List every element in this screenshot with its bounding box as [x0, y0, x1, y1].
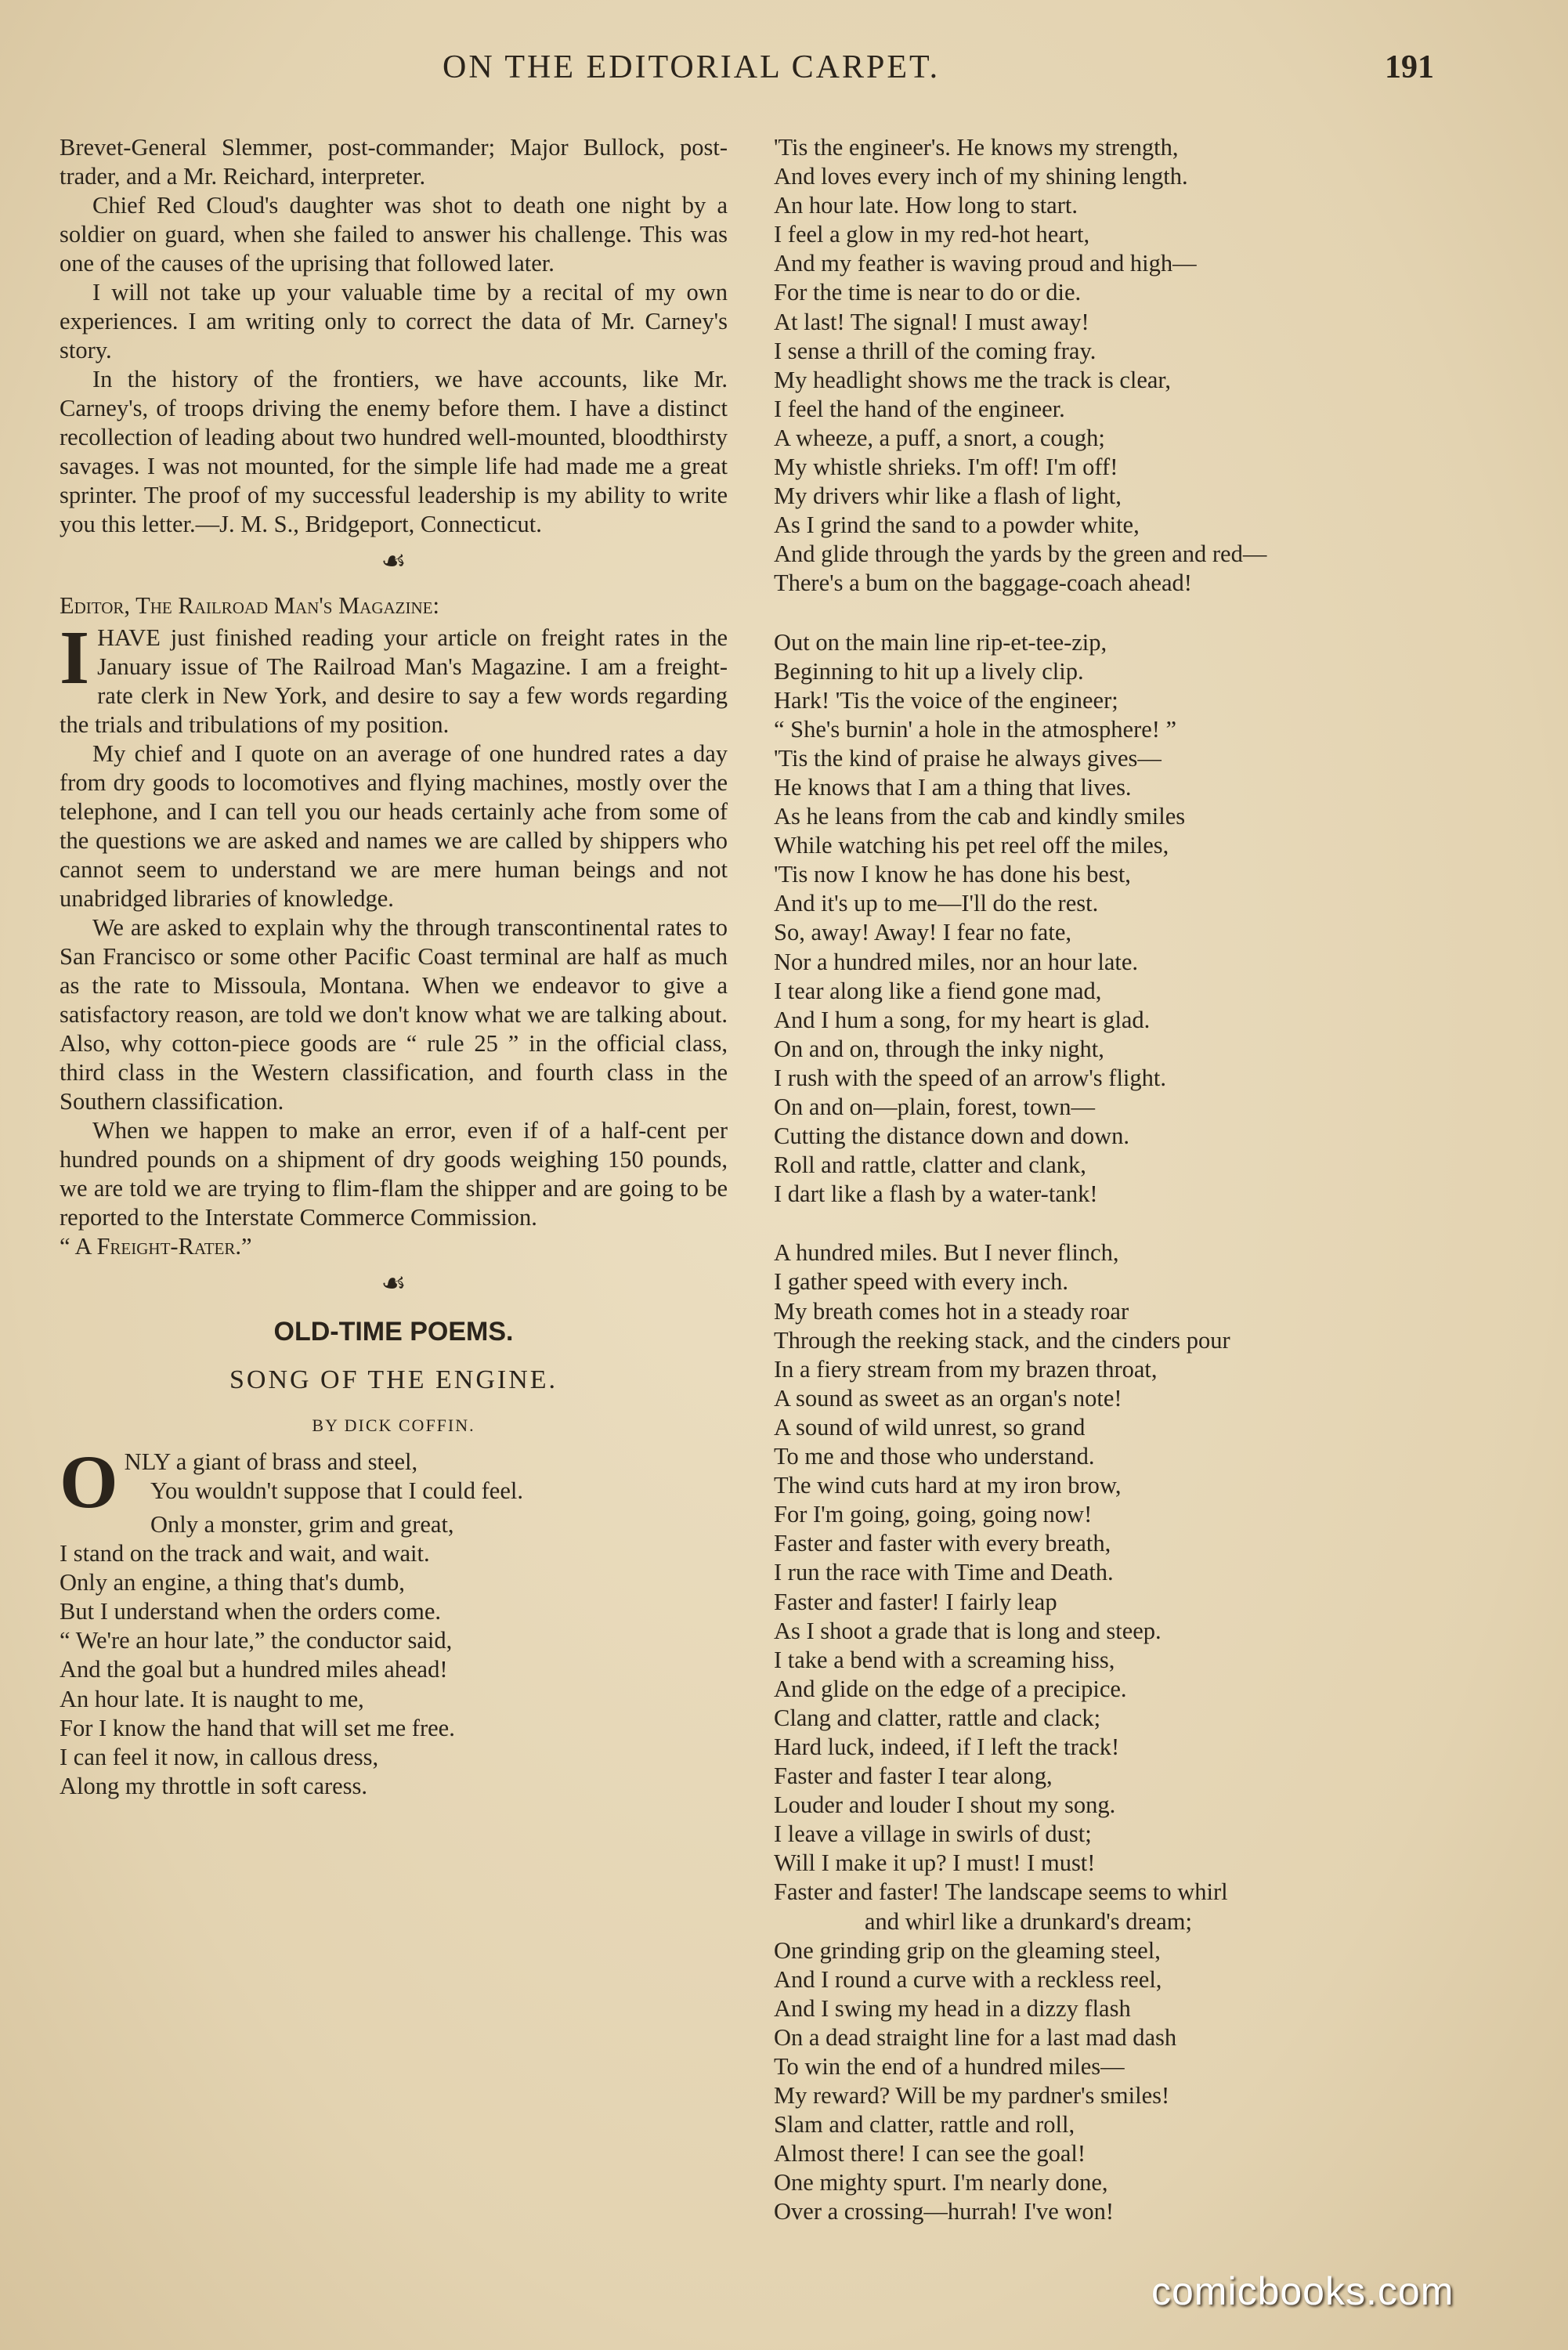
poem-line: He knows that I am a thing that lives. — [774, 773, 1132, 801]
poem-line: But I understand when the orders come. — [60, 1598, 442, 1625]
poem-line: I sense a thrill of the coming fray. — [774, 337, 1097, 364]
poem-line: Roll and rattle, clatter and clank, — [774, 1152, 1086, 1179]
poem-line: A sound as sweet as an organ's note! — [774, 1384, 1122, 1412]
poem-line: My reward? Will be my pardner's smiles! — [774, 2082, 1170, 2110]
poem-line: I stand on the track and wait, and wait. — [60, 1540, 430, 1567]
poem-line: “ She's burnin' a hole in the atmosphere! ” — [774, 715, 1177, 743]
poem-line: On and on, through the inky night, — [774, 1035, 1104, 1062]
letter2-signature: “ A Freight-Rater.” — [60, 1233, 252, 1260]
letter2-paragraph: When we happen to make an error, even if of a half-cent per hundred pounds on a shipment of dry goods weighing 150 pounds, we are told we are trying to flim-flam the shipper and are going to be reported to the Interstate Commerce Commission. — [60, 1117, 728, 1231]
letter2-opening — [60, 616, 728, 739]
poem-line: There's a bum on the baggage-coach ahead! — [774, 569, 1192, 597]
poem-line: My whistle shrieks. I'm off! I'm off! — [774, 454, 1118, 481]
drop-cap: I — [60, 616, 90, 700]
poem-line: And I swing my head in a dizzy flash — [774, 1994, 1131, 2022]
letter2-paragraph: We are asked to explain why the through transcontinental rates to San Francisco or some other Pacific Coast terminal are half as much as the rate to Missoula, Montana. When we endeavor to give a satisfactory reason, are told we don't know what we are talking about. Also, why cotton-piece goods are “ rule 25 ” in the official class, third class in the Western classification, and fourth class in the Southern classification. — [60, 914, 728, 1115]
right-column — [774, 133, 1518, 2227]
poem-line: A wheeze, a puff, a snort, a cough; — [774, 424, 1105, 451]
poem-byline: BY DICK COFFIN. — [312, 1415, 475, 1435]
poem-line: Slam and clatter, rattle and roll, — [774, 2111, 1075, 2138]
poem-line: I take a bend with a screaming hiss, — [774, 1646, 1115, 1673]
poem-line: Hard luck, indeed, if I left the track! — [774, 1733, 1120, 1760]
poem-line: Faster and faster with every breath, — [774, 1530, 1111, 1557]
poem-line: As I shoot a grade that is long and steep. — [774, 1617, 1162, 1644]
poem-line: The wind cuts hard at my iron brow, — [774, 1472, 1122, 1499]
letter1-paragraph: Brevet-General Slemmer, post-commander; Major Bullock, post-trader, and a Mr. Reichard, interpreter. — [60, 134, 728, 190]
page-header — [0, 49, 1568, 96]
poem-line: At last! The signal! I must away! — [774, 308, 1089, 335]
poem-line: And it's up to me—I'll do the rest. — [774, 890, 1099, 917]
poem-line: I leave a village in swirls of dust; — [774, 1820, 1092, 1848]
poem-line: A hundred miles. But I never flinch, — [774, 1239, 1119, 1267]
poem-line: Clang and clatter, rattle and clack; — [774, 1704, 1101, 1731]
poem-line: Nor a hundred miles, nor an hour late. — [774, 948, 1138, 975]
site-watermark: comicbooks.com — [1151, 2269, 1454, 2313]
poem-line: 'Tis now I know he has done his best, — [774, 861, 1131, 888]
poem-line: On and on—plain, forest, town— — [774, 1094, 1095, 1120]
poem-line: Faster and faster I tear along, — [774, 1762, 1053, 1790]
editor-salutation: Editor, The Railroad Man's Magazine: — [60, 592, 439, 619]
poem-line: My headlight shows me the track is clear, — [774, 366, 1171, 393]
stanza-gap — [774, 598, 1518, 628]
poem-line: And glide through the yards by the green and red— — [774, 540, 1267, 568]
poem-line: Out on the main line rip-et-tee-zip, — [774, 628, 1107, 656]
poem-line: For the time is near to do or die. — [774, 279, 1082, 306]
poem-line: Along my throttle in soft caress. — [60, 1772, 368, 1799]
ornament-divider: ☙ — [381, 545, 406, 577]
poem-line: Louder and louder I shout my song. — [774, 1791, 1116, 1819]
poem-line: I can feel it now, in callous dress, — [60, 1743, 379, 1770]
poem-line: I feel a glow in my red-hot heart, — [774, 221, 1090, 248]
page-number: 191 — [1385, 49, 1434, 85]
poem-line: To me and those who understand. — [774, 1443, 1095, 1470]
poem-line: Through the reeking stack, and the cinders pour — [774, 1326, 1230, 1354]
poem-line: And I round a curve with a reckless reel, — [774, 1965, 1162, 1993]
poem-line: and whirl like a drunkard's dream; — [865, 1907, 1192, 1935]
left-column — [60, 133, 728, 1801]
running-title: ON THE EDITORIAL CARPET. — [443, 49, 941, 85]
poem-line: And my feather is waving proud and high— — [774, 250, 1197, 277]
poem-line: Only an engine, a thing that's dumb, — [60, 1569, 405, 1596]
poem-line: I feel the hand of the engineer. — [774, 395, 1065, 422]
poem-line: I tear along like a fiend gone mad, — [774, 977, 1102, 1004]
poem-stanza — [774, 133, 1518, 598]
poem-stanza-opening — [60, 1440, 728, 1801]
poem-line: So, away! Away! I fear no fate, — [774, 919, 1071, 946]
poem-line: I rush with the speed of an arrow's flight. — [774, 1064, 1167, 1091]
letter1-paragraph: In the history of the frontiers, we have accounts, like Mr. Carney's, of troops driving the enemy before them. I have a distinct recollection of leading about two hundred well-mounted, bloodthirsty savages. I was not mounted, for the simple life had made me a great sprinter. The proof of my successful leadership is my ability to write you this letter.—J. M. S., Bridgeport, Connecticut. — [60, 366, 728, 537]
poem-line: Cutting the distance down and down. — [774, 1123, 1130, 1150]
letter1-paragraph: I will not take up your valuable time by a recital of my own experiences. I am writing only to correct the data of Mr. Carney's story. — [60, 279, 728, 363]
letter2-first-text: HAVE just finished reading your article on freight rates in the January issue of The Railroad Man's Magazine. I am a freight-rate clerk in New York, and desire to say a few words regarding the trials and tribulations of my position. — [60, 624, 728, 738]
poem-line: 'Tis the engineer's. He knows my strength, — [774, 134, 1179, 161]
section-heading: OLD-TIME POEMS. — [273, 1317, 514, 1347]
ornament-divider: ☙ — [381, 1267, 406, 1299]
poem-line: You wouldn't suppose that I could feel. — [150, 1477, 523, 1505]
letter2-paragraph: My chief and I quote on an average of one hundred rates a day from dry goods to locomotives and flying machines, mostly over the telephone, and I can tell you our heads certainly ache from some of the questions we are asked and names we are called by shippers who cannot seem to understand we are mere human beings and not unabridged libraries of knowledge. — [60, 740, 728, 912]
poem-line: Faster and faster! I fairly leap — [774, 1588, 1057, 1615]
poem-line: An hour late. It is naught to me, — [60, 1685, 364, 1712]
poem-line: Over a crossing—hurrah! I've won! — [774, 2198, 1115, 2225]
poem-line: Only a monster, grim and great, — [150, 1511, 454, 1538]
poem-line: And the goal but a hundred miles ahead! — [60, 1656, 448, 1683]
poem-stanza — [774, 1238, 1518, 2226]
poem-line: An hour late. How long to start. — [774, 192, 1078, 219]
poem-line: “ We're an hour late,” the conductor said, — [60, 1627, 453, 1654]
poem-line: Will I make it up? I must! I must! — [774, 1849, 1096, 1877]
poem-line: I run the race with Time and Death. — [774, 1559, 1114, 1586]
poem-line: One mighty spurt. I'm nearly done, — [774, 2169, 1108, 2196]
poem-line: For I know the hand that will set me free. — [60, 1714, 455, 1741]
poem-line: Faster and faster! The landscape seems to whirl — [774, 1878, 1228, 1906]
poem-line: As I grind the sand to a powder white, — [774, 512, 1140, 539]
poem-line: In a fiery stream from my brazen throat, — [774, 1355, 1158, 1383]
poem-line: Beginning to hit up a lively clip. — [774, 657, 1084, 685]
poem-drop-cap: O — [60, 1440, 118, 1524]
poem-stanza — [774, 628, 1518, 1209]
poem-line: To win the end of a hundred miles— — [774, 2053, 1125, 2080]
poem-line: While watching his pet reel off the miles, — [774, 832, 1169, 859]
poem-line: And I hum a song, for my heart is glad. — [774, 1006, 1151, 1033]
poem-line: My breath comes hot in a steady roar — [774, 1297, 1129, 1325]
letter1-paragraph: Chief Red Cloud's daughter was shot to death one night by a soldier on guard, when she failed to answer his challenge. This was one of the causes of the uprising that followed later. — [60, 192, 728, 277]
poem-line: For I'm going, going, going now! — [774, 1501, 1093, 1528]
poem-line: And glide on the edge of a precipice. — [774, 1675, 1127, 1702]
poem-line: NLY a giant of brass and steel, — [124, 1448, 418, 1475]
poem-line: One grinding grip on the gleaming steel, — [774, 1936, 1161, 1964]
poem-line: Hark! 'Tis the voice of the engineer; — [774, 686, 1118, 714]
poem-line: And loves every inch of my shining length. — [774, 163, 1188, 190]
poem-line: Almost there! I can see the goal! — [774, 2140, 1086, 2167]
poem-line: I gather speed with every inch. — [774, 1268, 1069, 1296]
poem-line: On a dead straight line for a last mad dash — [774, 2023, 1177, 2051]
poem-title: SONG OF THE ENGINE. — [229, 1365, 558, 1394]
poem-line: A sound of wild unrest, so grand — [774, 1413, 1086, 1441]
poem-line: 'Tis the kind of praise he always gives— — [774, 744, 1162, 772]
stanza-gap — [774, 1209, 1518, 1238]
poem-line: As he leans from the cab and kindly smiles — [774, 803, 1186, 830]
poem-line: I dart like a flash by a water-tank! — [774, 1180, 1098, 1208]
poem-line: My drivers whir like a flash of light, — [774, 483, 1122, 510]
